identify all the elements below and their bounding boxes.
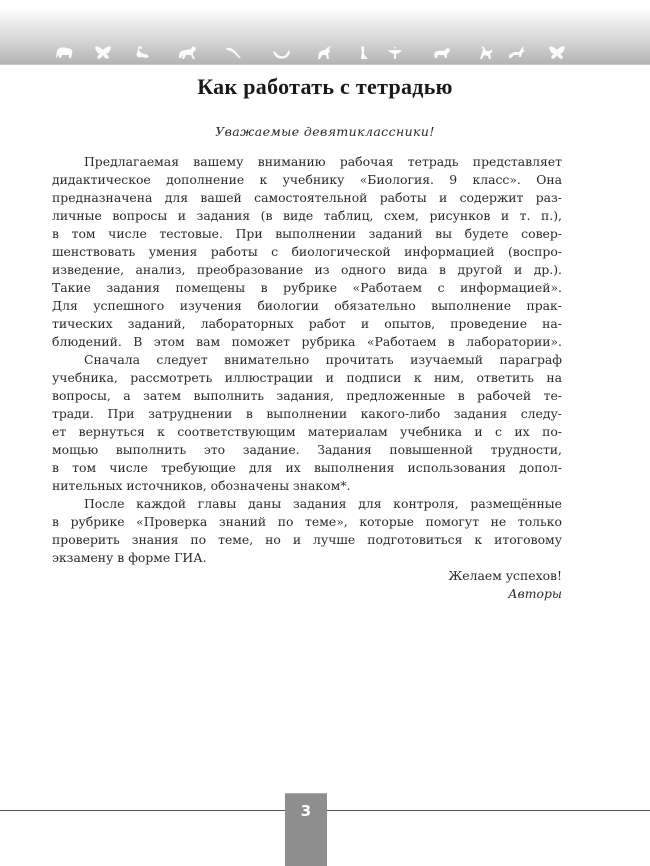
text-line: в том числе тестовые. При выполнении заданий вы будете совер- <box>52 226 562 241</box>
text-line: шенствовать умения работы с биологической информацией (воспро- <box>52 244 562 259</box>
text-line: Предлагаемая вашему вниманию рабочая тетрадь представляет <box>84 154 562 169</box>
text-line: учебника, рассмотреть иллюстрации и подписи к ним, ответить на <box>52 370 562 385</box>
text-line: изведение, анализ, преобразование из одного вида в другой и др.). <box>52 262 562 277</box>
text-line: экзамену в форме ГИА. <box>52 550 207 565</box>
text-line: блюдений. В этом вам поможет рубрика «Работаем в лаборатории». <box>52 334 562 349</box>
bull-icon <box>432 45 450 60</box>
text-line: Такие задания помещены в рубрике «Работаем с информацией». <box>52 280 562 295</box>
text-line: предназначена для вашей самостоятельной работы и содержит раз- <box>52 190 562 205</box>
butterfly-icon <box>94 45 112 60</box>
page-number-box <box>285 793 327 866</box>
text-line: в том числе требующие для их выполнения использования допол- <box>52 460 562 475</box>
horse-icon <box>178 45 196 60</box>
text-line: Для успешного изучения биологии обязательно выполнение прак- <box>52 298 562 313</box>
text-line: После каждой главы даны задания для контроля, размещённые <box>84 496 562 511</box>
header-decoration-band <box>0 8 650 65</box>
antelope-icon <box>508 45 526 60</box>
body-text <box>52 153 562 567</box>
bird-icon <box>225 45 243 60</box>
bison-icon <box>55 45 73 60</box>
text-line: дидактическое дополнение к учебнику «Биология. 9 класс». Она <box>52 172 562 187</box>
text-line: Сначала следует внимательно прочитать изучаемый параграф <box>84 352 562 367</box>
text-line: вопросы, а затем выполнить задания, предложенные в рабочей те- <box>52 388 562 403</box>
insect-icon <box>386 45 404 60</box>
greeting: Уважаемые девятиклассники! <box>215 124 435 139</box>
closing-wish: Желаем успехов! <box>448 568 562 583</box>
text-line: мощью выполнить это задание. Задания повышенной трудности, <box>52 442 562 457</box>
whale-icon <box>272 45 290 60</box>
text-line: тради. При затруднении в выполнении какого-либо задания следу- <box>52 406 562 421</box>
butterfly-icon <box>548 45 566 60</box>
scorpion-icon <box>132 45 150 60</box>
text-line: ет вернуться к соответствующим материалам учебника и с их по- <box>52 424 562 439</box>
text-line: в рубрике «Проверка знаний по теме», которые помогут не только <box>52 514 562 529</box>
text-line: нительных источников, обозначены знаком*. <box>52 478 351 493</box>
signature-authors: Авторы <box>508 586 562 601</box>
page-title: Как работать с тетрадью <box>197 74 453 99</box>
text-line: тических заданий, лабораторных работ и опытов, проведение на- <box>52 316 562 331</box>
penguin-icon <box>355 45 373 60</box>
moose-icon <box>315 45 333 60</box>
page-number: 3 <box>300 802 312 820</box>
text-line: проверить знания по теме, но и лучше подготовиться к итоговому <box>52 532 562 547</box>
text-line: личные вопросы и задания (в виде таблиц, схем, рисунков и т. п.), <box>52 208 562 223</box>
cat-icon <box>477 45 495 60</box>
